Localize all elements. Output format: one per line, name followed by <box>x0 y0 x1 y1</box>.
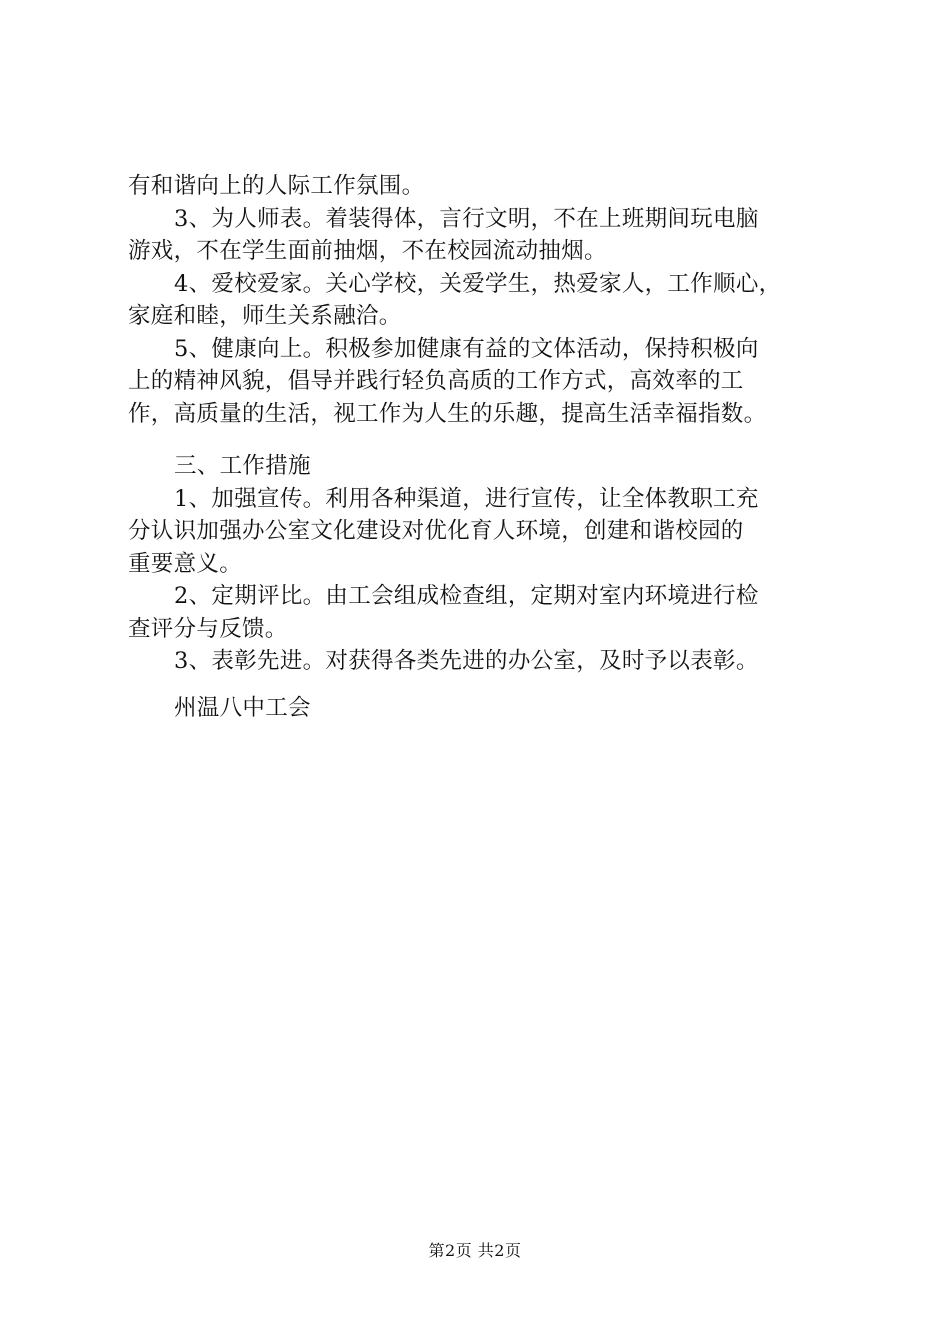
paragraph-line: 2、定期评比。由工会组成检查组，定期对室内环境进行检 <box>174 583 759 609</box>
page-footer <box>0 1240 950 1262</box>
paragraph-line: 1、加强宣传。利用各种渠道，进行宣传，让全体教职工充 <box>174 485 759 512</box>
document-body <box>128 170 833 724</box>
paragraph-line: 3、为人师表。着装得体，言行文明，不在上班期间玩电脑 <box>174 205 759 232</box>
paragraph-line: 上的精神风貌，倡导并践行轻负高质的工作方式，高效率的工 <box>128 368 744 394</box>
paragraph-line: 4、爱校爱家。关心学校，关爱学生，热爱家人，工作顺心， <box>174 270 782 297</box>
signature: 州温八中工会 <box>174 694 311 721</box>
page-number-label: 第2页 共2页 <box>428 1241 522 1260</box>
paragraph-line: 重要意义。 <box>128 550 243 577</box>
paragraph-spacer <box>128 430 833 450</box>
paragraph-line: 家庭和睦，师生关系融洽。 <box>128 303 402 329</box>
paragraph-line: 有和谐向上的人际工作氛围。 <box>128 173 425 199</box>
paragraph-line: 查评分与反馈。 <box>128 615 288 642</box>
paragraph-line: 分认识加强办公室文化建设对优化育人环境，创建和谐校园的 <box>128 518 744 544</box>
paragraph-line: 5、健康向上。积极参加健康有益的文体活动，保持积极向 <box>174 335 759 362</box>
section-heading: 三、工作措施 <box>174 453 311 479</box>
paragraph-spacer <box>128 678 833 692</box>
paragraph-line: 3、表彰先进。对获得各类先进的办公室，及时予以表彰。 <box>174 648 759 674</box>
paragraph-line: 游戏，不在学生面前抽烟，不在校园流动抽烟。 <box>128 238 607 264</box>
paragraph-line: 作，高质量的生活，视工作为人生的乐趣，提高生活幸福指数。 <box>128 400 767 427</box>
